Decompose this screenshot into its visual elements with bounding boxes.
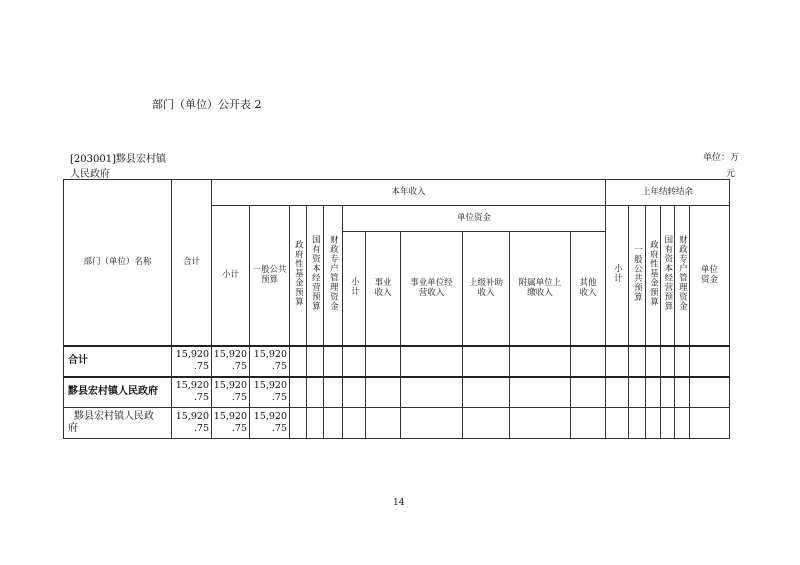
unit-yuan: 元 <box>726 169 736 179</box>
header-pb-gov-fund: 政府性基金预算 <box>646 206 661 346</box>
table-row <box>64 377 730 408</box>
header-uf-business-income: 事业收入 <box>366 232 401 346</box>
header-fiscal-special: 财政专户管理资金 <box>324 206 343 346</box>
header-current-income: 本年收入 <box>212 180 606 206</box>
row-name: 黟县宏村镇人民政府 <box>64 377 172 408</box>
page-number: 14 <box>393 498 405 508</box>
row-general: 15,920 .75 <box>250 408 290 439</box>
row-name: 黟县宏村镇人民政 府 <box>64 408 172 439</box>
header-pb-state-capital: 国有资本经营预算 <box>661 206 675 346</box>
budget-table <box>63 179 730 439</box>
header-pb-fiscal-special: 财政专户管理资金 <box>675 206 690 346</box>
table-row <box>64 346 730 377</box>
header-pb-general-budget: 一般公共预算 <box>629 206 646 346</box>
row-total: 15,920 .75 <box>172 408 212 439</box>
row-total: 15,920 .75 <box>172 346 212 377</box>
unit-label: 单位：万 <box>703 153 740 163</box>
header-uf-subsidy: 上级补助收入 <box>463 232 510 346</box>
header-uf-operating-income: 事业单位经营收入 <box>401 232 463 346</box>
header-pb-subtotal: 小计 <box>606 206 629 346</box>
header-prior-balance: 上年结转结余 <box>606 180 730 206</box>
header-gov-fund: 政府性基金预算 <box>290 206 307 346</box>
header-uf-other: 其他收入 <box>571 232 606 346</box>
header-uf-affiliated: 附属单位上缴收入 <box>510 232 571 346</box>
row-subtotal: 15,920 .75 <box>212 346 250 377</box>
row-subtotal: 15,920 .75 <box>212 377 250 408</box>
unit-code-line2: 人民政府 <box>70 169 110 180</box>
header-subtotal: 小计 <box>212 206 250 346</box>
unit-code-line1: [203001]黟县宏村镇 <box>70 154 166 165</box>
row-name: 合计 <box>64 346 172 377</box>
header-name: 部门（单位）名称 <box>64 180 172 346</box>
page-title: 部门（单位）公开表 2 <box>152 98 262 111</box>
header-pb-unit-funds: 单位资金 <box>690 206 730 346</box>
row-general: 15,920 .75 <box>250 346 290 377</box>
row-general: 15,920 .75 <box>250 377 290 408</box>
table-row <box>64 408 730 439</box>
header-unit-funds: 单位资金 <box>343 206 606 232</box>
header-general-budget: 一般公共预算 <box>250 206 290 346</box>
header-uf-subtotal: 小计 <box>343 232 366 346</box>
header-total: 合计 <box>172 180 212 346</box>
row-total: 15,920 .75 <box>172 377 212 408</box>
header-state-capital: 国有资本经营预算 <box>307 206 324 346</box>
row-subtotal: 15,920 .75 <box>212 408 250 439</box>
